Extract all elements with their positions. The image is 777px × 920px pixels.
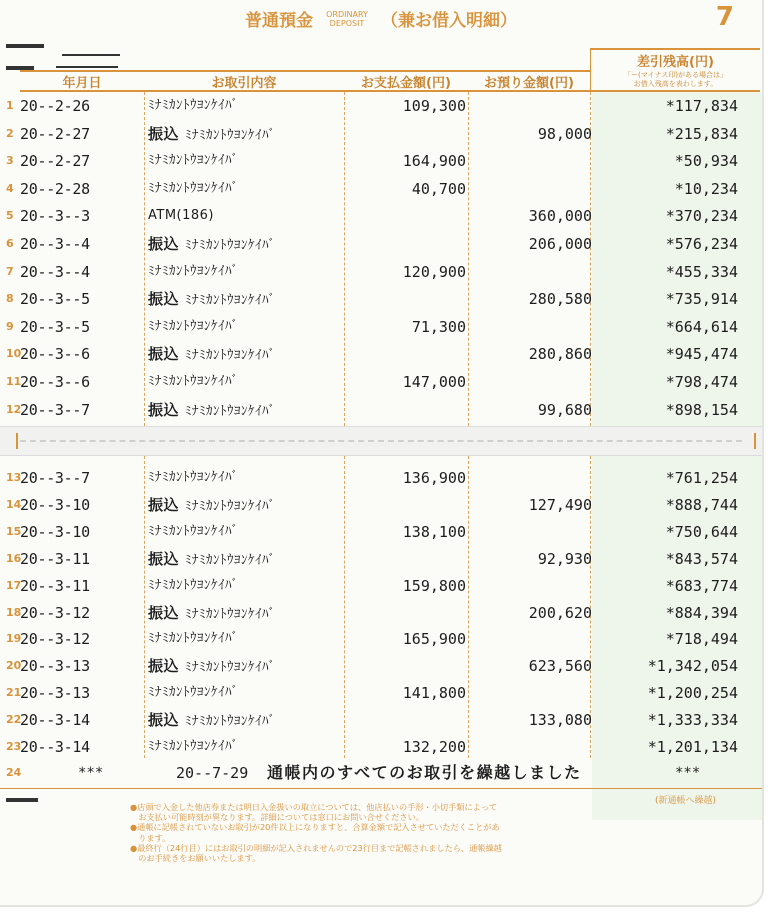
row-description: ﾐﾅﾐｶﾝﾄｳﾖﾝｹｲﾊﾞ <box>148 153 239 169</box>
row-balance: *945,474 <box>665 345 738 364</box>
table-row <box>0 288 762 310</box>
row-description: 振込 ﾐﾅﾐｶﾝﾄｳﾖﾝｹｲﾊﾞ <box>148 711 276 730</box>
header-description: お取引内容 <box>144 70 344 92</box>
title-main: 普通預金 <box>245 11 314 31</box>
row-description: 振込 ﾐﾅﾐｶﾝﾄｳﾖﾝｹｲﾊﾞ <box>148 345 276 364</box>
fold-perforation <box>20 440 742 442</box>
row-withdrawal: 40,700 <box>411 179 466 198</box>
table-row <box>0 371 762 393</box>
row-description: ﾐﾅﾐｶﾝﾄｳﾖﾝｹｲﾊﾞ <box>148 523 239 539</box>
table-row <box>0 575 762 597</box>
row-date: 20--3--4 <box>20 235 90 253</box>
table-row <box>0 682 762 704</box>
row-deposit: 133,080 <box>528 711 592 730</box>
row-deposit: 280,860 <box>528 345 592 364</box>
row-deposit: 98,000 <box>537 124 592 143</box>
note-line: ●通帳に記帳されていないお取引が20件以上になりますと、合算金額で記入させていただくことがあ <box>130 822 500 833</box>
row-withdrawal: 147,000 <box>402 373 466 391</box>
table-row <box>0 205 762 227</box>
row-balance: *50,934 <box>674 152 738 171</box>
title-en-line1: ORDINARY <box>326 9 368 19</box>
row-description: 振込 ﾐﾅﾐｶﾝﾄｳﾖﾝｹｲﾊﾞ <box>148 657 276 676</box>
row-number: 18 <box>6 605 22 619</box>
row-description: ﾐﾅﾐｶﾝﾄｳﾖﾝｹｲﾊﾞ <box>148 631 239 647</box>
row-withdrawal: 164,900 <box>402 152 466 171</box>
header-deposit: お預り金額(円) <box>468 70 590 92</box>
row-date: 20--3--6 <box>20 373 90 391</box>
notes <box>130 802 650 863</box>
alignment-mark <box>56 66 118 68</box>
row-date: 20--2-26 <box>20 97 90 115</box>
table-row <box>0 467 762 489</box>
passbook-title <box>0 6 762 31</box>
row-description: ﾐﾅﾐｶﾝﾄｳﾖﾝｹｲﾊﾞ <box>148 685 239 701</box>
row-number: 14 <box>6 497 22 511</box>
row-number: 20 <box>6 659 22 673</box>
row-date: 20--3--4 <box>20 262 90 281</box>
note-line: ります。 <box>130 832 171 843</box>
row-description: 振込 ﾐﾅﾐｶﾝﾄｳﾖﾝｹｲﾊﾞ <box>148 290 276 309</box>
row-withdrawal: 159,800 <box>402 576 466 595</box>
row-withdrawal: 138,100 <box>402 522 466 541</box>
row-balance: *215,834 <box>665 124 738 143</box>
row-number: 2 <box>6 126 14 140</box>
row-number: 4 <box>6 181 14 195</box>
row-number: 22 <box>6 713 22 727</box>
row-balance: *843,574 <box>665 549 738 568</box>
row-number: 6 <box>6 237 14 250</box>
row-number: 7 <box>6 264 14 278</box>
table-row <box>0 628 762 650</box>
row-date: 20--3-11 <box>20 549 90 568</box>
row-number: 1 <box>6 99 14 112</box>
table-row <box>0 150 762 172</box>
row-deposit: 127,490 <box>528 495 592 514</box>
row-description: ﾐﾅﾐｶﾝﾄｳﾖﾝｹｲﾊﾞ <box>148 318 239 334</box>
fold-mark <box>754 433 756 449</box>
row-description: 振込 ﾐﾅﾐｶﾝﾄｳﾖﾝｹｲﾊﾞ <box>148 603 276 622</box>
row-withdrawal: 141,800 <box>402 684 466 703</box>
row-deposit: 206,000 <box>528 235 592 253</box>
row-withdrawal: 109,300 <box>402 97 466 115</box>
row-date: 20--3--7 <box>20 469 90 487</box>
row-deposit: 280,580 <box>528 290 592 309</box>
carryover-number: 24 <box>6 766 22 779</box>
row-balance: *798,474 <box>665 373 738 391</box>
row-number: 10 <box>6 347 22 361</box>
row-date: 20--3-13 <box>20 684 90 703</box>
row-number: 11 <box>6 375 22 388</box>
row-description: ﾐﾅﾐｶﾝﾄｳﾖﾝｹｲﾊﾞ <box>148 180 239 196</box>
row-date: 20--2-27 <box>20 124 90 143</box>
table-row <box>0 261 762 283</box>
row-balance: *1,333,334 <box>647 711 738 730</box>
next-book-note: (新通帳へ繰越) <box>654 796 716 806</box>
title-sub: （兼お借入明細） <box>380 11 517 31</box>
row-description: 振込 ﾐﾅﾐｶﾝﾄｳﾖﾝｹｲﾊﾞ <box>148 124 276 143</box>
transfer-label: 振込 <box>148 711 180 730</box>
note-line: のお手続きをお願いいたします。 <box>130 853 261 864</box>
row-deposit: 200,620 <box>528 603 592 622</box>
row-description: ﾐﾅﾐｶﾝﾄｳﾖﾝｹｲﾊﾞ <box>148 470 239 485</box>
header-balance-note1: 「ー(マイナス印)がある場合は」 <box>623 71 728 79</box>
row-deposit: 360,000 <box>528 207 592 226</box>
header-withdrawal: お支払金額(円) <box>344 70 468 92</box>
row-deposit: 623,560 <box>528 657 592 676</box>
carryover-row <box>0 761 762 785</box>
row-description: ATM(186) <box>148 208 214 224</box>
row-balance: *735,914 <box>665 290 738 309</box>
row-description: 振込 ﾐﾅﾐｶﾝﾄｳﾖﾝｹｲﾊﾞ <box>148 495 276 514</box>
row-date: 20--3--3 <box>20 207 90 226</box>
row-number: 21 <box>6 686 22 700</box>
row-withdrawal: 120,900 <box>402 262 466 281</box>
row-balance: *884,394 <box>665 603 738 622</box>
carryover-stars-right: *** <box>675 765 701 781</box>
row-date: 20--3-11 <box>20 576 90 595</box>
transfer-label: 振込 <box>148 290 180 309</box>
transfer-label: 振込 <box>148 345 180 364</box>
transfer-label: 振込 <box>148 235 180 253</box>
alignment-mark <box>62 54 120 56</box>
row-description: ﾐﾅﾐｶﾝﾄｳﾖﾝｹｲﾊﾞ <box>148 374 239 389</box>
row-date: 20--3-13 <box>20 657 90 676</box>
row-balance: *576,234 <box>665 235 738 253</box>
carryover-stars-left: *** <box>78 765 104 781</box>
row-balance: *718,494 <box>665 630 738 649</box>
row-number: 15 <box>6 524 22 538</box>
row-withdrawal: 71,300 <box>411 317 466 336</box>
table-row <box>0 602 762 624</box>
row-number: 5 <box>6 209 14 223</box>
row-balance: *455,334 <box>665 262 738 281</box>
table-row <box>0 521 762 543</box>
row-balance: *888,744 <box>665 495 738 514</box>
table-row <box>0 123 762 145</box>
row-date: 20--3-14 <box>20 711 90 730</box>
title-en-line2: DEPOSIT <box>329 18 365 28</box>
row-date: 20--3--7 <box>20 400 90 419</box>
alignment-mark <box>6 44 44 48</box>
header-date: 年月日 <box>20 70 144 92</box>
header-balance-title: 差引残高(円) <box>637 55 714 70</box>
row-number: 12 <box>6 402 22 416</box>
row-date: 20--3--5 <box>20 290 90 309</box>
row-description: ﾐﾅﾐｶﾝﾄｳﾖﾝｹｲﾊﾞ <box>148 98 239 113</box>
transfer-label: 振込 <box>148 400 180 419</box>
row-date: 20--3--6 <box>20 345 90 364</box>
transfer-label: 振込 <box>148 603 180 622</box>
note-line: お支払い可能時刻が異なります。詳細については窓口にお問い合せください。 <box>130 812 424 823</box>
row-description: 振込 ﾐﾅﾐｶﾝﾄｳﾖﾝｹｲﾊﾞ <box>148 549 276 568</box>
table-row <box>0 548 762 570</box>
row-date: 20--3-10 <box>20 495 90 514</box>
transfer-label: 振込 <box>148 657 180 676</box>
table-row <box>0 655 762 677</box>
row-number: 3 <box>6 154 14 168</box>
row-balance: *664,614 <box>665 317 738 336</box>
row-description: 振込 ﾐﾅﾐｶﾝﾄｳﾖﾝｹｲﾊﾞ <box>148 400 276 419</box>
row-date: 20--3-12 <box>20 603 90 622</box>
row-balance: *10,234 <box>674 179 738 198</box>
row-description: ﾐﾅﾐｶﾝﾄｳﾖﾝｹｲﾊﾞ <box>148 739 239 754</box>
bottom-rule <box>0 788 762 789</box>
header-balance <box>590 48 760 92</box>
row-balance: *750,644 <box>665 522 738 541</box>
row-balance: *1,200,254 <box>647 684 738 703</box>
note-line: ●店頭で入金した他店券または明日入金扱いの取立については、他店払いの手形・小切手類によって <box>130 802 498 812</box>
row-balance: *761,254 <box>665 469 738 487</box>
row-withdrawal: 136,900 <box>402 469 466 487</box>
row-withdrawal: 132,200 <box>402 738 466 756</box>
table-row <box>0 316 762 338</box>
row-date: 20--2-27 <box>20 152 90 171</box>
row-balance: *117,834 <box>665 97 738 115</box>
carryover-date: 20--7-29 <box>176 764 249 782</box>
row-deposit: 99,680 <box>537 400 592 419</box>
row-number: 13 <box>6 471 22 484</box>
table-row <box>0 736 762 758</box>
table-row <box>0 494 762 516</box>
table-row <box>0 399 762 421</box>
row-date: 20--3-14 <box>20 738 90 756</box>
row-withdrawal: 165,900 <box>402 630 466 649</box>
carryover-text: 通帳内のすべてのお取引を繰越しました <box>267 763 582 782</box>
transfer-label: 振込 <box>148 549 180 568</box>
row-number: 8 <box>6 292 14 306</box>
row-description: ﾐﾅﾐｶﾝﾄｳﾖﾝｹｲﾊﾞ <box>148 263 239 279</box>
table-row <box>0 709 762 731</box>
transfer-label: 振込 <box>148 495 180 514</box>
row-date: 20--3-12 <box>20 630 90 649</box>
table-row <box>0 178 762 200</box>
row-number: 9 <box>6 319 14 333</box>
note-line: ●最終行（24行目）にはお取引の明細が記入されませんので23行目まで記帳されましたら、通帳繰越 <box>130 842 502 853</box>
header-balance-note2: お借入残高を表わします。 <box>633 80 718 88</box>
row-balance: *898,154 <box>665 400 738 419</box>
row-number: 23 <box>6 740 22 753</box>
title-english <box>326 10 368 28</box>
row-deposit: 92,930 <box>537 549 592 568</box>
row-number: 17 <box>6 578 22 592</box>
table-row <box>0 233 762 255</box>
alignment-mark <box>6 798 38 802</box>
page-fold <box>0 426 762 456</box>
row-balance: *683,774 <box>665 576 738 595</box>
table-row <box>0 95 762 117</box>
row-date: 20--3-10 <box>20 522 90 541</box>
row-description: ﾐﾅﾐｶﾝﾄｳﾖﾝｹｲﾊﾞ <box>148 577 239 593</box>
row-date: 20--2-28 <box>20 179 90 198</box>
fold-mark <box>16 433 18 449</box>
transfer-label: 振込 <box>148 124 180 143</box>
row-balance: *1,342,054 <box>647 657 738 676</box>
row-balance: *370,234 <box>665 207 738 226</box>
row-number: 19 <box>6 632 22 646</box>
row-balance: *1,201,134 <box>647 738 738 756</box>
page-number: 7 <box>715 2 734 32</box>
row-number: 16 <box>6 551 22 565</box>
row-description: 振込 ﾐﾅﾐｶﾝﾄｳﾖﾝｹｲﾊﾞ <box>148 235 276 253</box>
row-date: 20--3--5 <box>20 317 90 336</box>
table-row <box>0 343 762 365</box>
